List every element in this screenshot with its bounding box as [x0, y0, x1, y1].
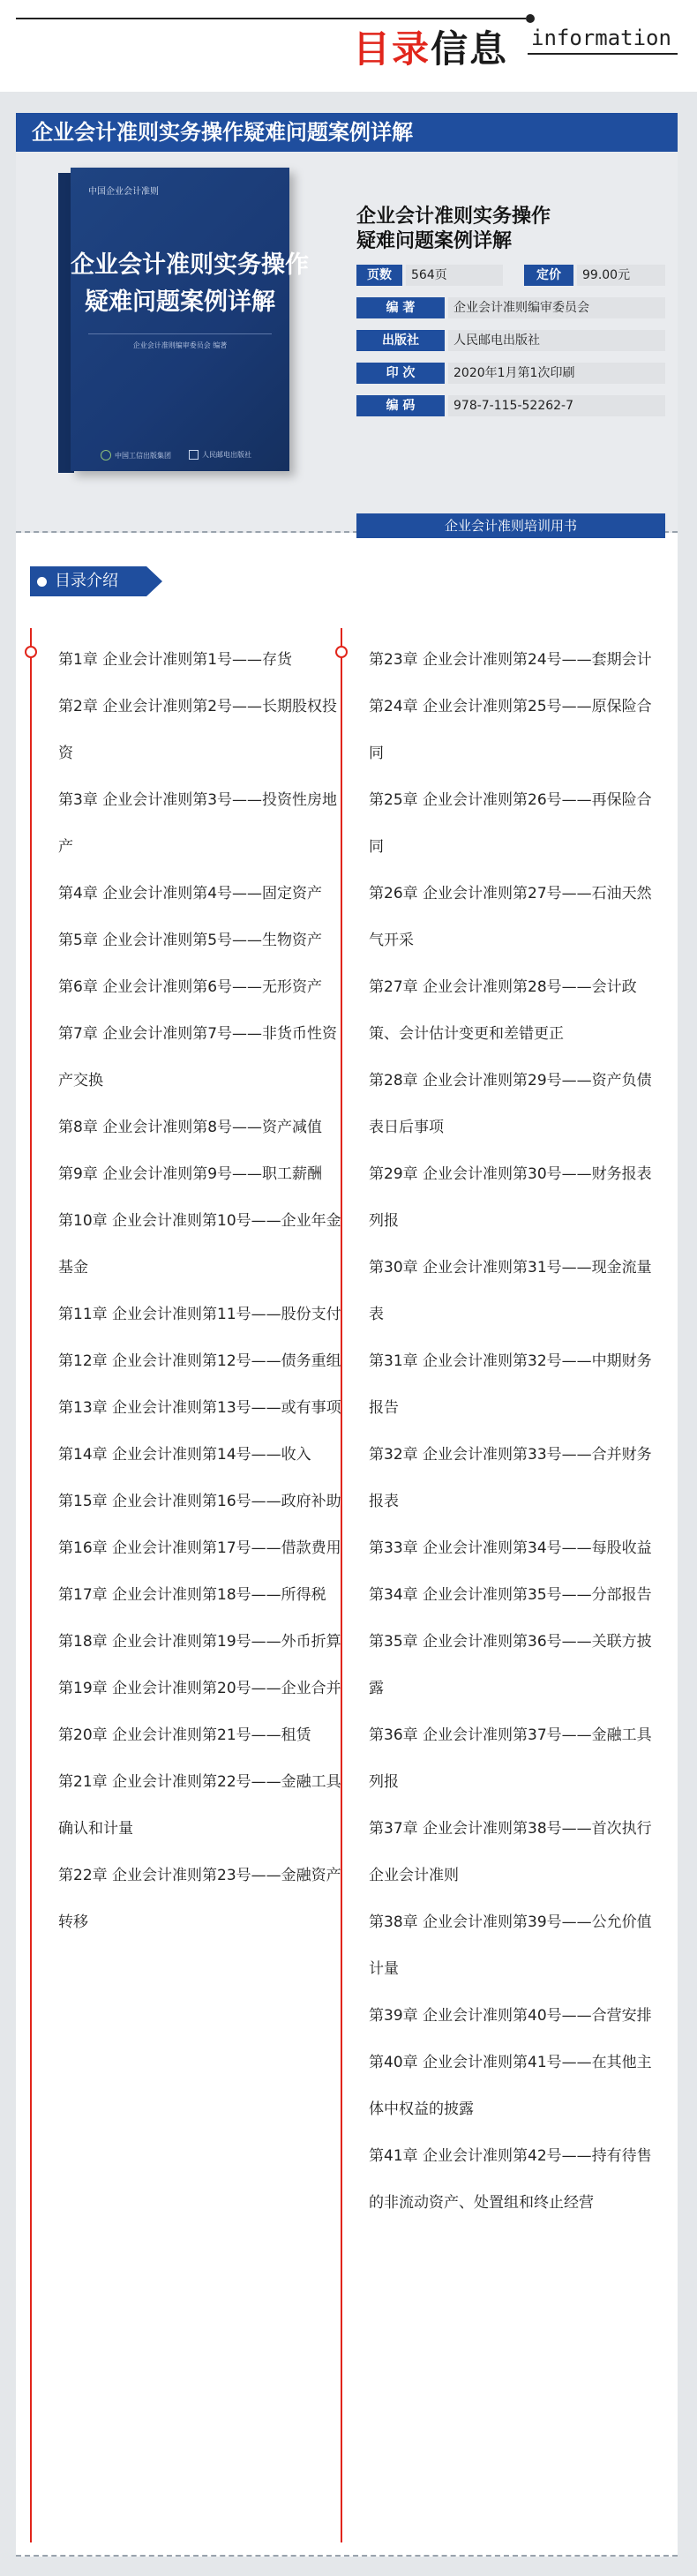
- toc-item: 第28章 企业会计准则第29号——资产负债表日后事项: [369, 1072, 652, 1136]
- toc-item: 第36章 企业会计准则第37号——金融工具列报: [369, 1726, 652, 1791]
- header-title-en: information: [531, 26, 671, 50]
- author-label: 编 著: [356, 297, 445, 318]
- toc-item: 第15章 企业会计准则第16号——政府补助: [58, 1493, 341, 1510]
- book-cover-logo-1: [101, 450, 171, 461]
- page-header: [0, 0, 697, 92]
- toc-item: 第41章 企业会计准则第42号——持有待售的非流动资产、处置组和终止经营: [369, 2147, 652, 2212]
- card-bottom-divider: [16, 2555, 678, 2557]
- book-cover-title-line1: 企业会计准则实务操作: [71, 251, 309, 279]
- pages-label: 页数: [356, 265, 402, 286]
- publisher-label: 出版社: [356, 330, 445, 351]
- toc-item: 第38章 企业会计准则第39号——公允价值计量: [369, 1913, 652, 1978]
- toc-item: 第21章 企业会计准则第22号——金融工具确认和计量: [58, 1773, 341, 1838]
- book-front: [71, 168, 309, 471]
- toc-item: 第39章 企业会计准则第40号——合营安排: [369, 2007, 652, 2025]
- price-value: 99.00元: [577, 265, 665, 286]
- toc-item: 第22章 企业会计准则第23号——金融资产转移: [58, 1867, 341, 1931]
- toc-item: 第3章 企业会计准则第3号——投资性房地产: [58, 791, 338, 856]
- toc-item: 第5章 企业会计准则第5号——生物资产: [58, 932, 323, 949]
- toc-item: 第40章 企业会计准则第41号——在其他主体中权益的披露: [369, 2054, 652, 2118]
- print-value: 2020年1月第1次印刷: [448, 363, 665, 384]
- header-title-red: 目录: [353, 27, 431, 71]
- header-title-dark: 信息: [431, 27, 509, 71]
- book-name-line1: 企业会计准则实务操作: [356, 206, 551, 228]
- toc-item: 第35章 企业会计准则第36号——关联方披露: [369, 1633, 652, 1697]
- book-cover-logo-2-text: 人民邮电出版社: [202, 451, 251, 459]
- book-cover-logo-2: [189, 450, 251, 460]
- toc-item: 第16章 企业会计准则第17号——借款费用: [58, 1539, 341, 1557]
- card-title-bar: [16, 113, 678, 152]
- toc-item: 第14章 企业会计准则第14号——收入: [58, 1446, 311, 1464]
- header-rule-right: [528, 53, 678, 55]
- toc-item: 第10章 企业会计准则第10号——企业年金基金: [58, 1212, 341, 1277]
- isbn-label: 编 码: [356, 395, 445, 416]
- pages-value: 564页: [406, 265, 503, 286]
- toc-item: 第8章 企业会计准则第8号——资产减值: [58, 1119, 323, 1136]
- toc-item: 第30章 企业会计准则第31号——现金流量表: [369, 1259, 652, 1323]
- toc-item: 第37章 企业会计准则第38号——首次执行企业会计准则: [369, 1820, 652, 1884]
- toc-item: 第11章 企业会计准则第11号——股份支付: [58, 1306, 341, 1323]
- header-title: [353, 23, 508, 76]
- price-label: 定价: [524, 265, 573, 286]
- publisher-group-icon: [101, 450, 111, 461]
- toc-item: 第9章 企业会计准则第9号——职工薪酬: [58, 1165, 323, 1183]
- book-cover-series: 中国企业会计准则: [88, 187, 159, 197]
- toc-item: 第2章 企业会计准则第2号——长期股权投资: [58, 698, 338, 762]
- author-value: 企业会计准则编审委员会: [448, 297, 665, 318]
- toc-item: 第25章 企业会计准则第26号——再保险合同: [369, 791, 652, 856]
- toc-item: 第18章 企业会计准则第19号——外币折算: [58, 1633, 341, 1651]
- toc-item: 第27章 企业会计准则第28号——会计政策、会计估计变更和差错更正: [369, 978, 637, 1043]
- toc-item: 第6章 企业会计准则第6号——无形资产: [58, 978, 323, 996]
- book-cover-logo-1-text: 中国工信出版集团: [115, 451, 171, 460]
- book-cover-title-line2: 疑难问题案例详解: [85, 288, 275, 316]
- toc-heading: 目录介绍: [55, 572, 118, 590]
- toc-item: 第32章 企业会计准则第33号——合并财务报表: [369, 1446, 652, 1510]
- series-banner: 企业会计准则培训用书: [356, 513, 665, 538]
- header-rule-dot: [526, 14, 535, 23]
- toc-item: 第12章 企业会计准则第12号——债务重组: [58, 1352, 341, 1370]
- toc-item: 第31章 企业会计准则第32号——中期财务报告: [369, 1352, 652, 1417]
- toc-item: 第1章 企业会计准则第1号——存货: [58, 651, 293, 669]
- print-label: 印 次: [356, 363, 445, 384]
- toc-item: 第4章 企业会计准则第4号——固定资产: [58, 885, 323, 902]
- toc-item: 第26章 企业会计准则第27号——石油天然气开采: [369, 885, 652, 949]
- toc-item: 第33章 企业会计准则第34号——每股收益: [369, 1539, 652, 1557]
- toc-item: 第13章 企业会计准则第13号——或有事项: [58, 1399, 341, 1417]
- publisher-value: 人民邮电出版社: [448, 330, 665, 351]
- card-title: 企业会计准则实务操作疑难问题案例详解: [32, 120, 413, 145]
- toc-item: 第23章 企业会计准则第24号——套期会计: [369, 651, 652, 669]
- toc-column-right: [369, 637, 653, 2227]
- toc-item: 第17章 企业会计准则第18号——所得税: [58, 1586, 326, 1604]
- toc-item: 第19章 企业会计准则第20号——企业合并: [58, 1680, 341, 1697]
- toc-item: 第20章 企业会计准则第21号——租赁: [58, 1726, 311, 1744]
- toc-item: 第7章 企业会计准则第7号——非货币性资产交换: [58, 1025, 338, 1090]
- book-card: [16, 113, 678, 2557]
- publisher-icon: [189, 450, 199, 460]
- book-cover-image: [58, 168, 309, 475]
- isbn-value: 978-7-115-52262-7: [448, 395, 665, 416]
- timeline-line-left: [30, 628, 32, 2542]
- toc-item: 第24章 企业会计准则第25号——原保险合同: [369, 698, 652, 762]
- book-name-line2: 疑难问题案例详解: [356, 230, 513, 252]
- toc-column-left: [58, 637, 342, 1946]
- header-rule-left: [16, 18, 526, 19]
- book-cover-author: 企业会计准则编审委员会 编著: [132, 341, 228, 349]
- bullet-icon: [37, 577, 47, 587]
- timeline-node-left-icon: [25, 646, 37, 658]
- toc-item: 第34章 企业会计准则第35号——分部报告: [369, 1586, 652, 1604]
- book-cover-divider: [88, 333, 272, 334]
- toc-item: 第29章 企业会计准则第30号——财务报表列报: [369, 1165, 652, 1230]
